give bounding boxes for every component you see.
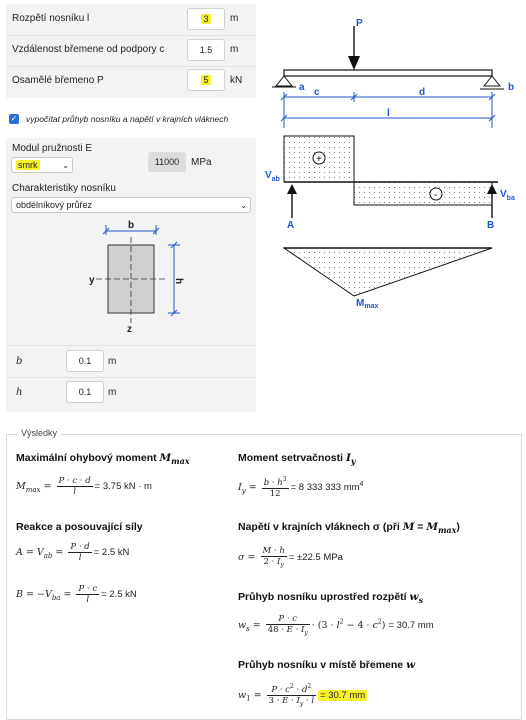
b-unit: m xyxy=(108,356,117,367)
section-label: Charakteristiky nosníku xyxy=(12,183,116,194)
deflection-load-heading: Průhyb nosníku v místě břemene w xyxy=(238,659,416,671)
reaction-B-formula: $B = -V_{ba}$ = $\frac{P \cdot c}{l}$ = 2.5 kN xyxy=(16,584,137,605)
stress-heading: Napětí v krajních vláknech σ (při $M = M_{max}$) xyxy=(238,521,460,536)
divider xyxy=(6,377,256,378)
load-label: Osamělé břemeno P xyxy=(12,75,104,86)
sec-z-label: z xyxy=(127,324,132,335)
moment-heading: Maximální ohybový moment $M_{max}$ xyxy=(16,452,190,467)
deflection-mid-heading: Průhyb nosníku uprostřed rozpětí $w_s$ xyxy=(238,591,424,606)
sec-y-label: y xyxy=(89,275,95,286)
span-input[interactable]: 3 xyxy=(187,8,225,30)
section-select[interactable]: obdélníkový průřez ⌄ xyxy=(11,197,251,213)
reactions-heading: Reakce a posouvající síly xyxy=(16,521,143,533)
span-unit: m xyxy=(230,13,239,24)
distance-unit: m xyxy=(230,44,239,55)
load-unit: kN xyxy=(230,75,243,86)
moment-formula: $M_{max}$ = $\frac{P \cdot c \cdot d}{l}$ = 3.75 kN · m xyxy=(16,476,152,497)
reaction-A-label: A xyxy=(287,220,295,231)
svg-text:Vab xyxy=(265,170,280,183)
distance-input[interactable]: 1.5 xyxy=(187,39,225,61)
h-label: h xyxy=(16,387,23,398)
chevron-down-icon: ⌄ xyxy=(62,161,69,170)
dim-l-label: l xyxy=(387,108,390,119)
divider xyxy=(6,66,256,67)
beam-diagram xyxy=(262,10,526,310)
Mmax-sub: max xyxy=(364,303,379,310)
Vab-label: V xyxy=(265,170,272,181)
support-b-label: b xyxy=(508,82,515,93)
divider xyxy=(6,345,256,346)
Mmax-label: M xyxy=(356,298,365,309)
modulus-value: 11000 xyxy=(148,152,186,172)
material-select[interactable]: smrk ⌄ xyxy=(11,157,73,173)
stress-formula: σ = $\frac{M \cdot h}{2 \cdot I_y}$ = ±22.5 MPa xyxy=(238,546,343,569)
Vba-label: V xyxy=(500,189,507,200)
Vba-sub: ba xyxy=(506,195,515,202)
divider xyxy=(6,35,256,36)
b-input[interactable]: 0.1 xyxy=(66,350,104,372)
load-P-label: P xyxy=(356,18,363,29)
cross-section-diagram xyxy=(80,215,190,335)
reaction-B-label: B xyxy=(487,220,495,231)
shear-plus-label: + xyxy=(316,154,322,165)
b-label: b xyxy=(16,356,23,367)
span-label: Rozpětí nosníku l xyxy=(12,13,90,24)
chevron-down-icon: ⌄ xyxy=(240,201,247,210)
results-title: Výsledky xyxy=(17,428,61,438)
Vab-sub: ab xyxy=(271,176,280,183)
dim-d-label: d xyxy=(419,87,426,98)
calc-checkbox[interactable]: ✓ xyxy=(10,114,18,123)
calc-checkbox-label: vypočítat průhyb nosníku a napětí v krajních vláknech xyxy=(26,114,229,124)
h-unit: m xyxy=(108,387,117,398)
distance-label: Vzdálenost břemene od podpory c xyxy=(12,44,165,55)
sec-h-label: h xyxy=(173,278,184,285)
svg-text:Vba xyxy=(500,189,515,202)
reaction-A-formula: $A = V_{ab}$ = $\frac{P \cdot d}{l}$ = 2.5 kN xyxy=(16,542,130,563)
inertia-heading: Moment setrvačnosti $I_y$ xyxy=(238,452,356,467)
modulus-label: Modul pružnosti E xyxy=(12,143,93,154)
inertia-formula: $I_y$ = $\frac{b \cdot h^3}{12}$ = 8 333 333 $mm^4$ xyxy=(238,476,364,499)
dim-c-label: c xyxy=(314,87,320,98)
deflection-mid-formula: $w_s$ = $\frac{P \cdot c}{48 \cdot E \cdot I_y}$ · $(3 \cdot l^2 - 4 \cdot c^2) = 30.7$ mm xyxy=(238,614,434,637)
svg-text:Mmax xyxy=(356,298,378,310)
sec-b-label: b xyxy=(128,220,135,231)
load-input[interactable]: 5 xyxy=(187,69,225,91)
shear-minus-label: - xyxy=(434,190,438,201)
modulus-unit: MPa xyxy=(191,157,212,168)
h-input[interactable]: 0.1 xyxy=(66,381,104,403)
deflection-load-formula: $w_1$ = $\frac{P \cdot c^2 \cdot d^2}{3 \cdot E \cdot I_y \cdot l}$ = 30.7 mm xyxy=(238,683,366,708)
support-a-label: a xyxy=(299,82,305,93)
